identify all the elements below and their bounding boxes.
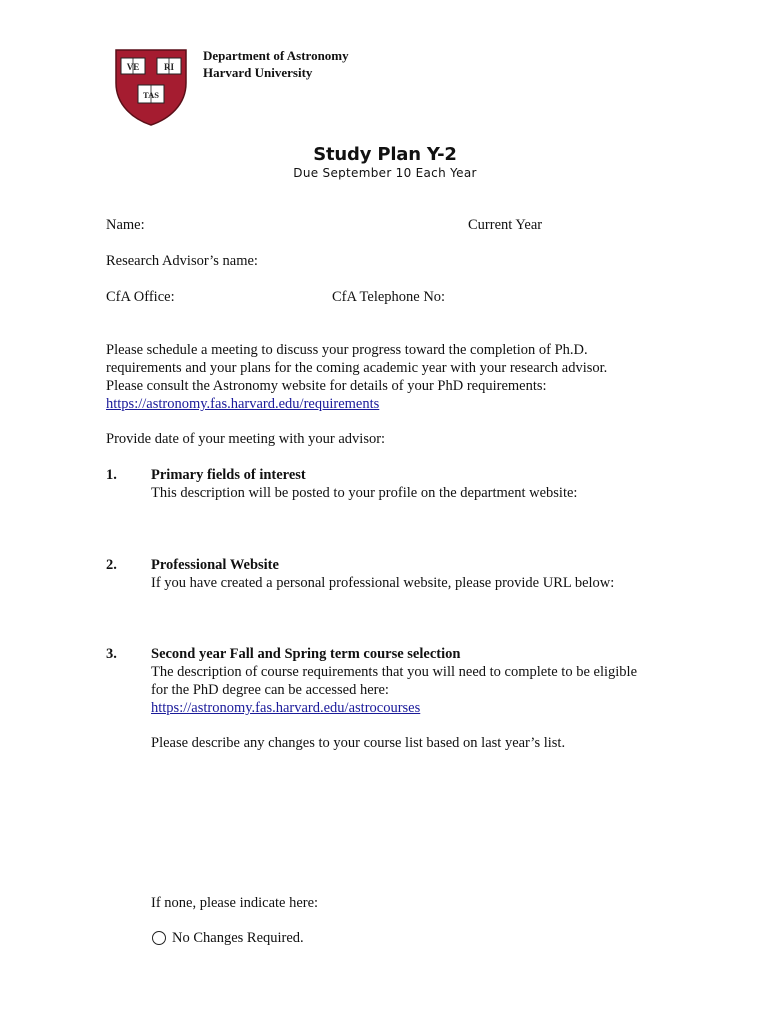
section-3 bbox=[151, 645, 711, 717]
section-number: 2. bbox=[106, 557, 117, 573]
intro-line: requirements and your plans for the coming academic year with your research advisor. bbox=[106, 360, 608, 376]
department-header bbox=[203, 47, 349, 81]
harvard-shield-logo bbox=[113, 47, 189, 127]
shield-book-bottom bbox=[138, 85, 164, 103]
section-number: 1. bbox=[106, 467, 117, 483]
section-body: The description of course requirements that you will need to complete to be eligible bbox=[151, 664, 638, 680]
section-1 bbox=[151, 466, 577, 502]
page-title: Study Plan Y-2 bbox=[313, 144, 457, 165]
no-changes-label: No Changes Required. bbox=[172, 930, 304, 946]
no-changes-option[interactable] bbox=[152, 929, 304, 947]
telephone-label: CfA Telephone No: bbox=[332, 289, 446, 305]
university-name: Harvard University bbox=[203, 65, 313, 80]
intro-line: Please schedule a meeting to discuss your progress toward the completion of Ph.D. bbox=[106, 342, 588, 358]
changes-prompt: Please describe any changes to your course list based on last year’s list. bbox=[151, 735, 566, 751]
shield-book-right bbox=[157, 58, 181, 74]
shield-text-bottom: TAS bbox=[143, 90, 159, 100]
section-2 bbox=[151, 556, 614, 592]
intro-line: Please consult the Astronomy website for details of your PhD requirements: bbox=[106, 378, 547, 394]
advisor-label: Research Advisor’s name: bbox=[106, 253, 258, 269]
intro-paragraph bbox=[106, 341, 706, 413]
no-changes-radio[interactable] bbox=[152, 931, 166, 945]
none-prompt: If none, please indicate here: bbox=[151, 895, 319, 911]
shield-text-right: RI bbox=[163, 62, 175, 72]
office-label: CfA Office: bbox=[106, 289, 175, 305]
name-label: Name: bbox=[106, 217, 145, 233]
section-number: 3. bbox=[106, 646, 117, 662]
section-heading: Primary fields of interest bbox=[151, 467, 306, 483]
shield-book-left bbox=[121, 58, 145, 74]
meeting-date-prompt: Provide date of your meeting with your advisor: bbox=[106, 431, 386, 447]
due-date: Due September 10 Each Year bbox=[293, 166, 477, 180]
requirements-link[interactable]: https://astronomy.fas.harvard.edu/requirements bbox=[106, 396, 380, 412]
astrocourses-link[interactable]: https://astronomy.fas.harvard.edu/astrocourses bbox=[151, 700, 421, 716]
section-body: for the PhD degree can be accessed here: bbox=[151, 682, 389, 698]
section-body: If you have created a personal professional website, please provide URL below: bbox=[151, 575, 615, 591]
department-name: Department of Astronomy bbox=[203, 48, 349, 63]
section-heading: Second year Fall and Spring term course selection bbox=[151, 646, 461, 662]
section-body: This description will be posted to your profile on the department website: bbox=[151, 485, 578, 501]
shield-text-left: VE bbox=[126, 62, 140, 72]
section-heading: Professional Website bbox=[151, 557, 279, 573]
current-year-label: Current Year bbox=[468, 217, 543, 233]
